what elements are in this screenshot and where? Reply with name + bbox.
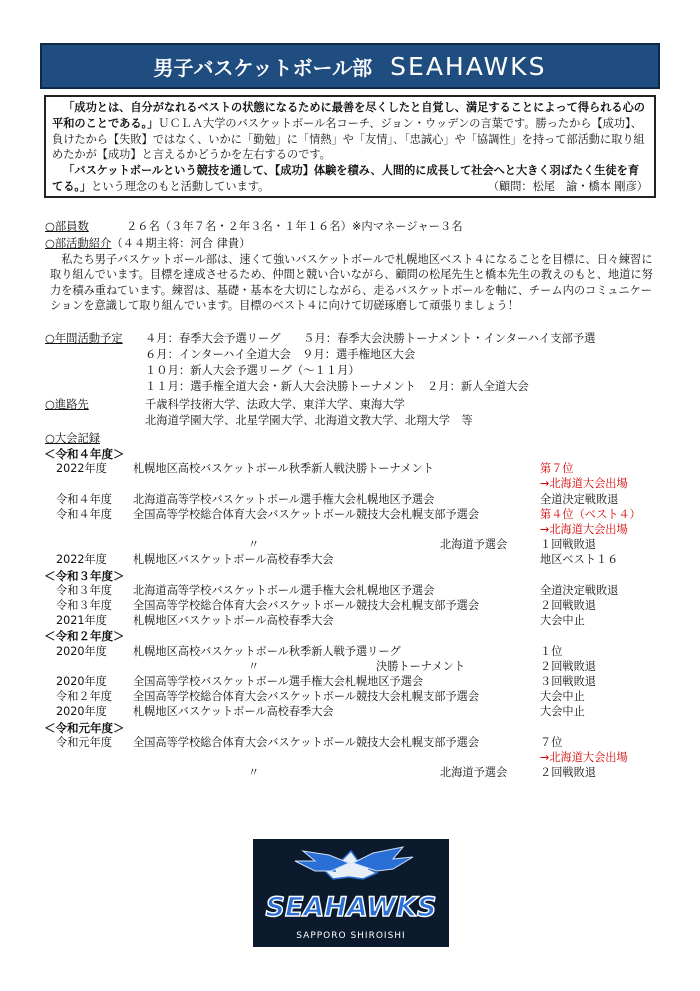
record-result: １位: [540, 644, 563, 658]
record-year: 2022年度: [56, 553, 107, 567]
plan-line: １０月：新人大会予選リーグ（～１１月）: [145, 364, 360, 377]
record-year: 令和２年度: [56, 690, 112, 704]
record-result: 地区ベスト１６: [540, 553, 619, 567]
record-event: 全国高等学校総合体育大会バスケットボール競技大会札幌支部予選会: [133, 507, 480, 521]
members-line: [45, 219, 463, 234]
logo-subtitle: SAPPORO SHIROISHI: [296, 931, 406, 941]
record-event: 北海道予選会: [440, 766, 508, 780]
plan-line: ４月：春季大会予選リーグ ５月：春季大会決勝トーナメント・インターハイ支部予選: [145, 332, 596, 345]
records-year-heading: ＜令和元年度＞: [44, 720, 125, 735]
record-event: 札幌地区高校バスケットボール秋季新人戦予選リーグ: [133, 644, 401, 658]
quote-bold-2: 「バスケットボールという競技を通して、【成功】体験を積み、人間的に成長して社会へと大きく羽ばたく生徒を育てる。」: [52, 164, 640, 193]
record-event: 北海道高等学校バスケットボール選手権大会札幌地区予選会: [133, 583, 435, 597]
quote-text-2: という理念のもと活動しています。: [91, 179, 270, 193]
quote-bold-1: 「成功とは、自分がなれるベストの状態になるために最善を尽くしたと自覚し、満足することによって得られる心の平和のことである。」: [52, 101, 645, 130]
plan-label: ○年間活動予定: [45, 332, 123, 345]
plan-line: ６月：インターハイ全道大会 ９月：選手権地区大会: [145, 348, 416, 361]
plan-line: １１月：選手権全道大会・新人大会決勝トーナメント ２月：新人全道大会: [145, 380, 529, 393]
record-year: 令和４年度: [56, 492, 112, 506]
members-label: ○部員数: [45, 220, 89, 233]
quote-paragraph-2: [52, 163, 648, 195]
philosophy-box: [44, 95, 656, 198]
record-ditto-mark: 〃: [248, 659, 260, 673]
record-result: ２回戦敗退: [540, 766, 596, 780]
record-result: １回戦敗退: [540, 538, 596, 552]
intro-captain: （４４期主将：河合 律貴）: [111, 237, 251, 250]
record-year: 2020年度: [56, 705, 107, 719]
seahawks-logo: [253, 839, 449, 947]
record-event: 札幌地区バスケットボール高校春季大会: [133, 553, 334, 567]
record-result: 第７位: [540, 462, 574, 476]
members-value: ２６名（３年７名・２年３名・１年１６名）※内マネージャー３名: [125, 220, 463, 233]
record-year: 2021年度: [56, 614, 107, 628]
record-result: 大会中止: [540, 614, 585, 628]
record-year: 2020年度: [56, 644, 107, 658]
career-label: ○進路先: [45, 398, 89, 411]
record-result: 全道決定戦敗退: [540, 492, 619, 506]
record-event: 札幌地区バスケットボール高校春季大会: [133, 614, 334, 628]
intro-heading: [45, 236, 251, 251]
record-note: →北海道大会出場: [540, 523, 628, 536]
record-event: 決勝トーナメント: [376, 659, 466, 673]
record-event: 全国高等学校総合体育大会バスケットボール競技大会札幌支部予選会: [133, 690, 480, 704]
intro-body: 私たち男子バスケットボール部は、速くて強いバスケットボールで札幌地区ベスト４になることを目標に、日々練習に取り組んでいます。目標を達成させるため、仲間と競い合いながら、顧問の松尾先生と橋本先生の教えのもと、地道に努力を積み重ねています。練習は、基礎・基本を大切にしながら、走るバスケットボールを軸に、チーム内のコミュニケーションを意識して取り組んでいます。目標のベスト４に向けて切磋琢磨して頑張りましょう！: [50, 253, 653, 312]
records-label: [45, 431, 100, 446]
intro-label: ○部活動紹介: [45, 237, 112, 250]
hawk-emblem-icon: [253, 839, 449, 947]
records-year-heading: ＜令和２年度＞: [44, 629, 125, 644]
record-event: 札幌地区バスケットボール高校春季大会: [133, 705, 334, 719]
record-result: 大会中止: [540, 705, 585, 719]
record-year: 令和元年度: [56, 735, 112, 749]
logo-wordmark: SEAHAWKS: [265, 892, 437, 923]
records-year-heading: ＜令和４年度＞: [44, 447, 125, 461]
record-result: 全道決定戦敗退: [540, 583, 619, 597]
record-result: ２回戦敗退: [540, 659, 596, 673]
career-line: 北海道学園大学、北星学園大学、北海道文教大学、北翔大学 等: [145, 414, 473, 427]
records-label-text: ○大会記録: [45, 432, 101, 445]
record-year: 令和３年度: [56, 583, 112, 597]
quote-text-1: ＵＣＬＡ大学のバスケットボール名コーチ、ジョン・ウッデンの言葉です。勝ったから【成功】、負けたから【失敗】ではなく、いかに「勤勉」に「情熱」や「友情」、「忠誠心」や「協調性」を持って部活動に取り組めたかが【成功】と言えるかどうかを左右するのです。: [52, 116, 645, 162]
record-note: →北海道大会出場: [540, 477, 628, 491]
record-year: 2022年度: [56, 462, 107, 476]
records-year-heading: ＜令和３年度＞: [44, 568, 125, 583]
career-line: 千歳科学技術大学、法政大学、東洋大学、東海大学: [145, 398, 405, 411]
record-result: ７位: [540, 735, 563, 749]
record-result: ３回戦敗退: [540, 675, 596, 688]
quote-paragraph-1: [52, 100, 648, 163]
record-result: 大会中止: [540, 690, 585, 704]
club-title: 男子バスケットボール部: [153, 55, 373, 80]
record-year: 令和４年度: [56, 507, 112, 521]
record-year: 令和３年度: [56, 599, 112, 612]
record-event: 全国高等学校総合体育大会バスケットボール競技大会札幌支部予選会: [133, 599, 480, 612]
record-result: 第４位（ベスト４）: [540, 507, 641, 521]
title-banner: [40, 43, 660, 89]
record-year: 2020年度: [56, 675, 107, 688]
record-result: ２回戦敗退: [540, 599, 596, 612]
team-name: SEAHAWKS: [390, 51, 547, 81]
record-ditto-mark: 〃: [248, 538, 260, 552]
record-ditto-mark: 〃: [248, 766, 260, 780]
record-event: 全国高等学校バスケットボール選手権大会札幌地区予選会: [133, 675, 424, 688]
record-event: 北海道予選会: [440, 538, 508, 552]
record-note: →北海道大会出場: [540, 751, 628, 764]
record-event: 札幌地区高校バスケットボール秋季新人戦決勝トーナメント: [133, 462, 434, 476]
record-event: 全国高等学校総合体育大会バスケットボール競技大会札幌支部予選会: [133, 735, 480, 749]
advisors: （顧問：松尾 諭・橋本 剛彦）: [487, 179, 648, 193]
record-event: 北海道高等学校バスケットボール選手権大会札幌地区予選会: [133, 492, 435, 506]
